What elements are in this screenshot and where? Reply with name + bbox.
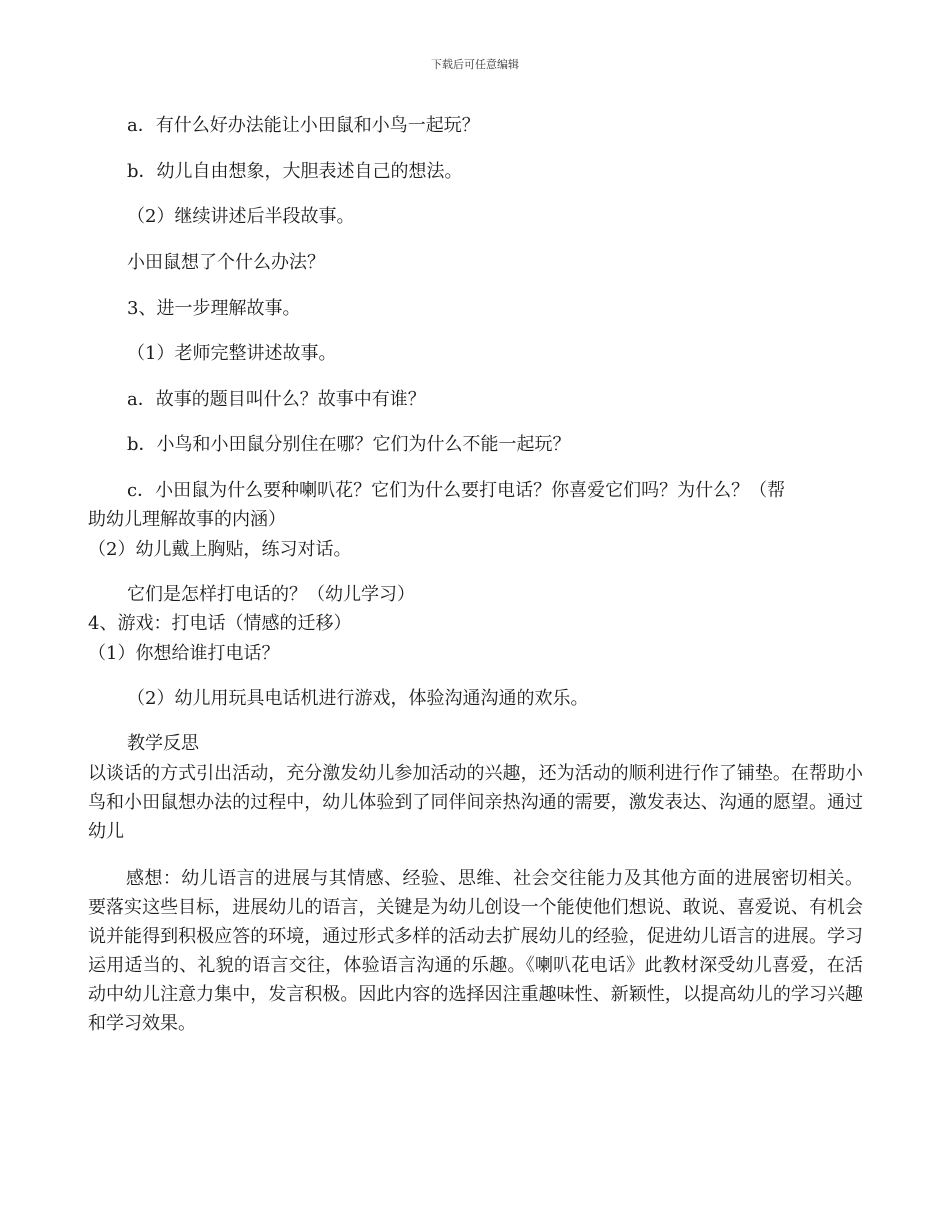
text-line: a．故事的题目叫什么？故事中有谁？ xyxy=(127,389,426,410)
text-line: 助幼儿理解故事的内涵） xyxy=(88,509,286,530)
section-heading: 教学反思 xyxy=(127,733,199,754)
text-line: （2）幼儿用玩具电话机进行游戏，体验沟通沟通的欢乐。 xyxy=(127,688,589,709)
text-line: （1）你想给谁打电话？ xyxy=(88,643,280,664)
reflection-paragraph: 以谈话的方式引出活动，充分激发幼儿参加活动的兴趣，还为活动的顺利进行作了铺垫。在帮助小鸟和小田鼠想办法的过程中，幼儿体验到了同伴间亲热沟通的需要，激发表达、沟通的愿望。通过幼儿 xyxy=(88,763,863,842)
text-line: b．幼儿自由想象，大胆表述自己的想法。 xyxy=(127,161,463,182)
page-header: 下载后可任意编辑 xyxy=(431,58,519,71)
text-line: （2）继续讲述后半段故事。 xyxy=(127,206,355,227)
text-line: b．小鸟和小田鼠分别住在哪？它们为什么不能一起玩？ xyxy=(127,434,571,455)
text-line: 4、游戏：打电话（情感的迁移） xyxy=(88,613,352,634)
text-line: 小田鼠想了个什么办法？ xyxy=(127,252,325,273)
text-line: a．有什么好办法能让小田鼠和小鸟一起玩？ xyxy=(127,115,480,136)
text-line: c．小田鼠为什么要种喇叭花？它们为什么要打电话？你喜爱它们吗？为什么？（帮 xyxy=(127,480,786,501)
text-line: 3、进一步理解故事。 xyxy=(127,298,301,319)
text-line: （1）老师完整讲述故事。 xyxy=(127,343,337,364)
text-line: 它们是怎样打电话的？（幼儿学习） xyxy=(127,584,415,605)
text-line: （2）幼儿戴上胸贴，练习对话。 xyxy=(88,539,352,560)
thoughts-paragraph: 感想：幼儿语言的进展与其情感、经验、思维、社会交往能力及其他方面的进展密切相关。要落实这些目标，进展幼儿的语言，关键是为幼儿创设一个能使他们想说、敢说、喜爱说、有机会说并能得到积极应答的环境，通过形式多样的活动去扩展幼儿的经验，促进幼儿语言的进展。学习运用适当的、礼貌的语言交往，体验语言沟通的乐趣。《喇叭花电话》此教材深受幼儿喜爱，在活动中幼儿注意力集中，发言积极。因此内容的选择因注重趣味性、新颖性，以提高幼儿的学习兴趣和学习效果。 xyxy=(88,868,863,1034)
